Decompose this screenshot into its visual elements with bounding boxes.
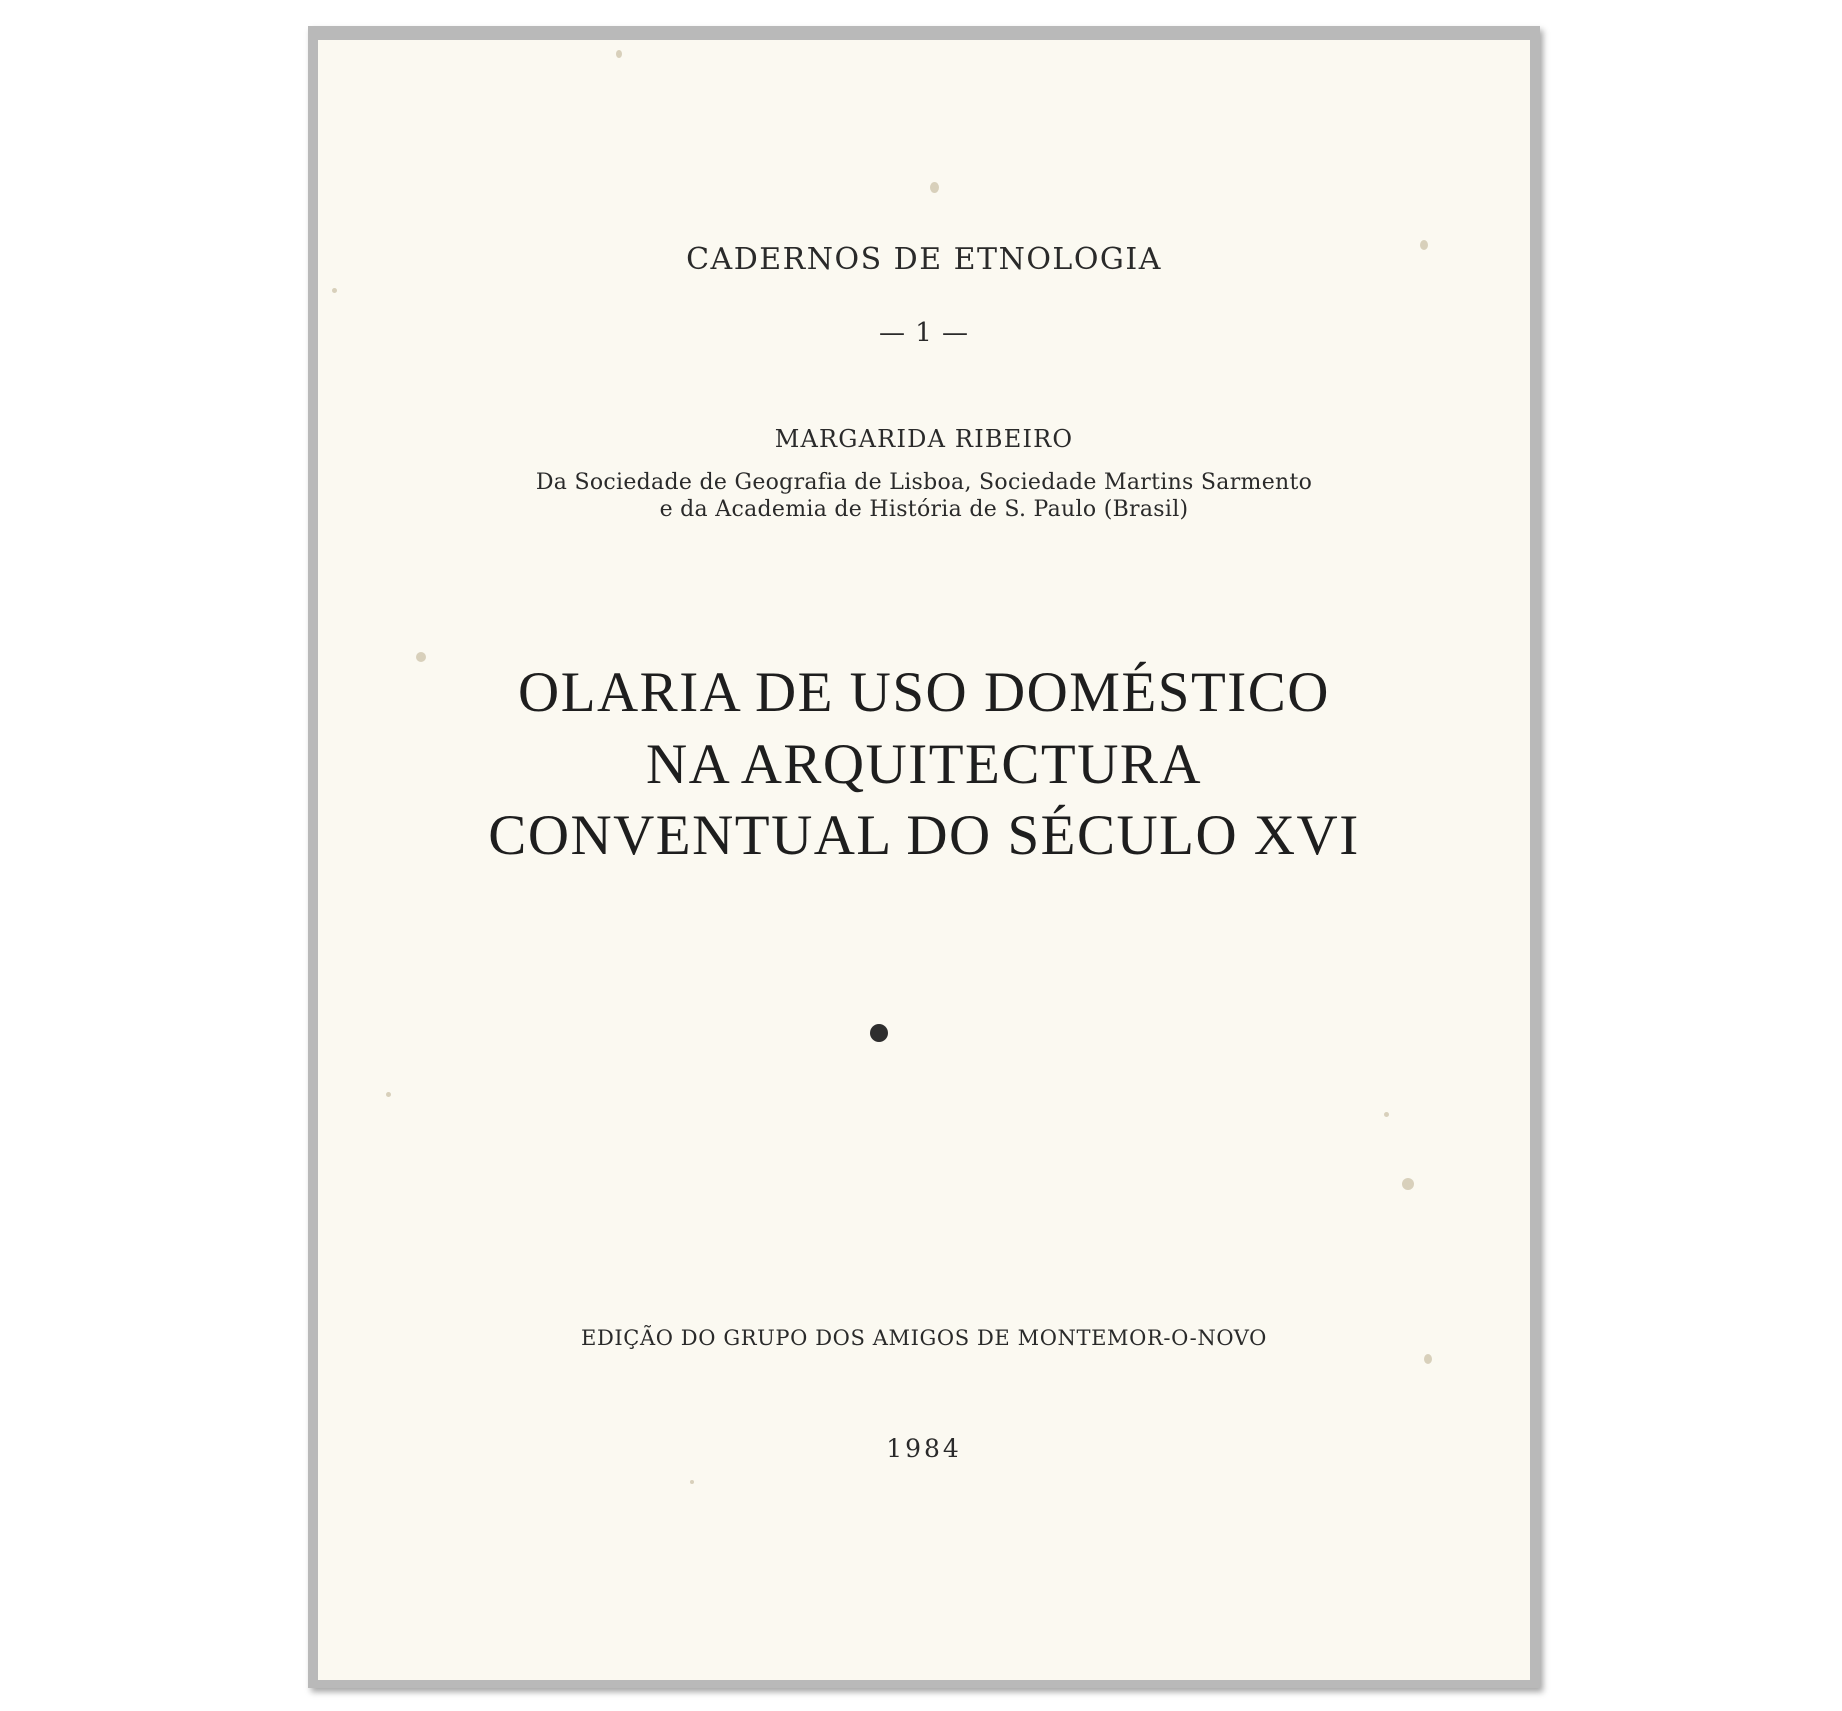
paper-speck	[1402, 1178, 1414, 1190]
bullet-ornament-icon	[870, 1024, 888, 1042]
paper-speck	[332, 288, 337, 293]
cover-page	[318, 40, 1530, 1680]
author-affiliation-line-1: Da Sociedade de Geografia de Lisboa, Sociedade Martins Sarmento	[535, 470, 1313, 495]
author-affiliation-line-2: e da Academia de História de S. Paulo (Brasil)	[659, 497, 1189, 522]
paper-speck	[690, 1480, 694, 1484]
book-title-line-3: CONVENTUAL DO SÉCULO XVI	[488, 804, 1360, 867]
paper-speck	[1424, 1354, 1432, 1364]
publication-year: 1984	[886, 1434, 962, 1463]
paper-speck	[930, 182, 939, 193]
paper-speck	[386, 1092, 391, 1097]
book-title-line-1: OLARIA DE USO DOMÉSTICO	[518, 661, 1330, 724]
paper-speck	[616, 50, 622, 58]
book-title-line-2: NA ARQUITECTURA	[645, 733, 1203, 796]
publisher-line: EDIÇÃO DO GRUPO DOS AMIGOS DE MONTEMOR-O-NOVO	[581, 1326, 1267, 1350]
series-title: CADERNOS DE ETNOLOGIA	[686, 242, 1162, 277]
paper-speck	[1384, 1112, 1389, 1117]
author-name: MARGARIDA RIBEIRO	[774, 425, 1074, 453]
series-number: — 1 —	[878, 318, 970, 348]
